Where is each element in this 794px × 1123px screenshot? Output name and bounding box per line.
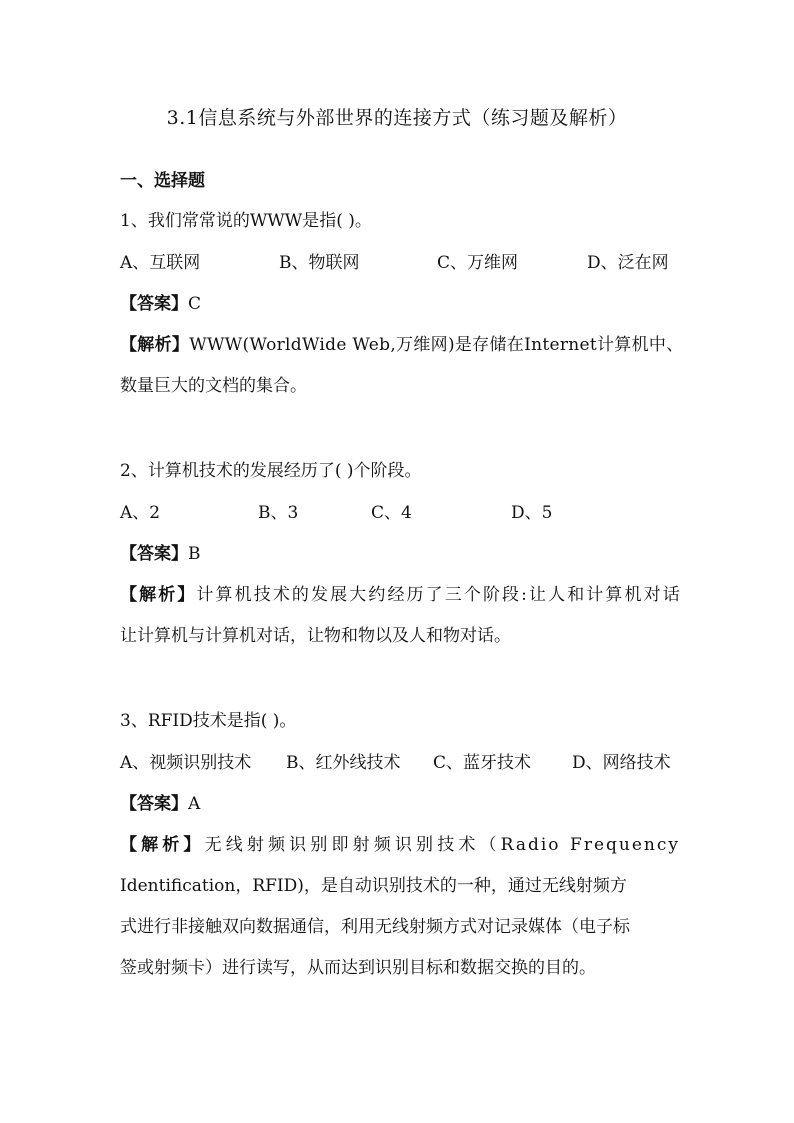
question-2-option-d: D、5 — [511, 503, 553, 523]
question-3-option-c: C、蓝牙技术 — [433, 753, 532, 773]
question-2-option-c: C、4 — [371, 503, 412, 523]
analysis-text: 计算机技术的发展大约经历了三个阶段:让人和计算机对话 — [196, 585, 681, 605]
section-heading: 一、选择题 — [120, 171, 205, 191]
question-1-option-b: B、物联网 — [279, 253, 360, 273]
question-3-option-a: A、视频识别技术 — [120, 753, 252, 773]
question-2-answer — [120, 540, 680, 568]
analysis-label: 【解析】 — [120, 835, 205, 855]
question-3-analysis-line-1 — [120, 831, 680, 859]
question-1-option-d: D、泛在网 — [587, 253, 669, 273]
question-1-option-c: C、万维网 — [437, 253, 519, 273]
answer-label: 【答案】 — [120, 794, 188, 814]
analysis-text: WWW(WorldWide Web,万维网)是存储在Internet计算机中、 — [189, 335, 684, 355]
question-1-analysis-line-2: 数量巨大的文档的集合。 — [120, 376, 307, 396]
question-3-analysis-line-2: Identification，RFID)，是自动识别技术的一种，通过无线射频方 — [120, 876, 627, 896]
analysis-text: 无线射频识别即射频识别技术（Radio Frequency — [204, 835, 681, 855]
question-2-analysis-line-2: 让计算机与计算机对话，让物和物以及人和物对话。 — [120, 626, 511, 646]
analysis-label: 【解析】 — [120, 335, 190, 355]
question-1-option-a: A、互联网 — [120, 253, 201, 273]
question-1-stem: 1、我们常常说的WWW是指( )。 — [120, 211, 372, 231]
question-2-analysis-line-1 — [120, 581, 680, 609]
question-3-stem: 3、RFID技术是指( )。 — [120, 711, 297, 731]
answer-label: 【答案】 — [120, 544, 188, 564]
question-3-answer — [120, 790, 680, 818]
question-1-answer — [120, 290, 680, 318]
answer-value: C — [188, 294, 202, 314]
answer-value: B — [188, 544, 201, 564]
document-title: 3.1信息系统与外部世界的连接方式（练习题及解析） — [166, 107, 628, 129]
question-2-option-b: B、3 — [258, 503, 299, 523]
answer-label: 【答案】 — [120, 294, 188, 314]
question-3-option-d: D、网络技术 — [572, 753, 671, 773]
answer-value: A — [188, 794, 201, 814]
question-3-analysis-line-3: 式进行非接触双向数据通信，利用无线射频方式对记录媒体（电子标 — [120, 917, 630, 937]
question-1-analysis-line-1 — [120, 331, 684, 359]
question-3-option-b: B、红外线技术 — [286, 753, 401, 773]
analysis-label: 【解析】 — [120, 585, 197, 605]
question-2-stem: 2、计算机技术的发展经历了( )个阶段。 — [120, 461, 422, 481]
question-2-option-a: A、2 — [120, 503, 161, 523]
question-3-analysis-line-4: 签或射频卡）进行读写，从而达到识别目标和数据交换的目的。 — [120, 958, 596, 978]
